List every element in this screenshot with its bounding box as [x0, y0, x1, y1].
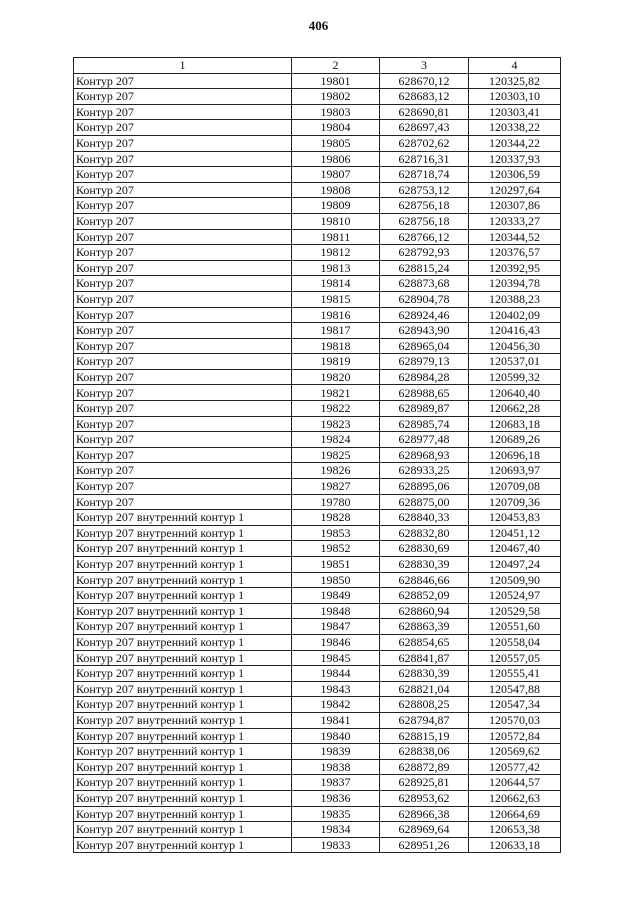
x-coordinate-cell: 628794,87: [380, 712, 469, 728]
contour-name-cell: Контур 207: [74, 245, 292, 261]
table-row: [74, 510, 561, 526]
x-coordinate-cell: 628985,74: [380, 416, 469, 432]
y-coordinate-cell: 120537,01: [469, 354, 561, 370]
point-number-cell: 19849: [292, 588, 380, 604]
contour-name-cell: Контур 207: [74, 463, 292, 479]
point-number-cell: 19817: [292, 323, 380, 339]
y-coordinate-cell: 120709,36: [469, 494, 561, 510]
x-coordinate-cell: 628838,06: [380, 744, 469, 760]
table-row: [74, 619, 561, 635]
contour-name-cell: Контур 207: [74, 432, 292, 448]
point-number-cell: 19827: [292, 479, 380, 495]
contour-name-cell: Контур 207: [74, 151, 292, 167]
table-row: [74, 744, 561, 760]
contour-name-cell: Контур 207: [74, 89, 292, 105]
point-number-cell: 19837: [292, 775, 380, 791]
contour-name-cell: Контур 207: [74, 494, 292, 510]
table-row: [74, 89, 561, 105]
table-row: [74, 463, 561, 479]
x-coordinate-cell: 628979,13: [380, 354, 469, 370]
table-row: [74, 572, 561, 588]
y-coordinate-cell: 120683,18: [469, 416, 561, 432]
point-number-cell: 19806: [292, 151, 380, 167]
contour-name-cell: Контур 207: [74, 447, 292, 463]
point-number-cell: 19843: [292, 681, 380, 697]
x-coordinate-cell: 628873,68: [380, 276, 469, 292]
y-coordinate-cell: 120709,08: [469, 479, 561, 495]
table-row: [74, 447, 561, 463]
table-row: [74, 182, 561, 198]
contour-name-cell: Контур 207 внутренний контур 1: [74, 666, 292, 682]
contour-name-cell: Контур 207 внутренний контур 1: [74, 634, 292, 650]
point-number-cell: 19852: [292, 541, 380, 557]
x-coordinate-cell: 628792,93: [380, 245, 469, 261]
y-coordinate-cell: 120306,59: [469, 167, 561, 183]
y-coordinate-cell: 120524,97: [469, 588, 561, 604]
contour-name-cell: Контур 207: [74, 369, 292, 385]
x-coordinate-cell: 628702,62: [380, 135, 469, 151]
contour-name-cell: Контур 207 внутренний контур 1: [74, 712, 292, 728]
x-coordinate-cell: 628716,31: [380, 151, 469, 167]
y-coordinate-cell: 120557,05: [469, 650, 561, 666]
point-number-cell: 19839: [292, 744, 380, 760]
y-coordinate-cell: 120696,18: [469, 447, 561, 463]
point-number-cell: 19851: [292, 557, 380, 573]
point-number-cell: 19815: [292, 291, 380, 307]
x-coordinate-cell: 628984,28: [380, 369, 469, 385]
y-coordinate-cell: 120394,78: [469, 276, 561, 292]
table-body: [74, 73, 561, 853]
x-coordinate-cell: 628953,62: [380, 790, 469, 806]
y-coordinate-cell: 120558,04: [469, 634, 561, 650]
y-coordinate-cell: 120689,26: [469, 432, 561, 448]
y-coordinate-cell: 120333,27: [469, 213, 561, 229]
contour-name-cell: Контур 207: [74, 479, 292, 495]
contour-name-cell: Контур 207 внутренний контур 1: [74, 557, 292, 573]
x-coordinate-cell: 628756,18: [380, 198, 469, 214]
x-coordinate-cell: 628860,94: [380, 603, 469, 619]
y-coordinate-cell: 120570,03: [469, 712, 561, 728]
contour-name-cell: Контур 207: [74, 385, 292, 401]
x-coordinate-cell: 628670,12: [380, 73, 469, 89]
table-row: [74, 229, 561, 245]
page-number: 406: [308, 18, 329, 33]
table-row: [74, 557, 561, 573]
table-row: [74, 338, 561, 354]
contour-name-cell: Контур 207: [74, 73, 292, 89]
x-coordinate-cell: 628872,89: [380, 759, 469, 775]
table-row: [74, 73, 561, 89]
y-coordinate-cell: 120653,38: [469, 822, 561, 838]
point-number-cell: 19822: [292, 401, 380, 417]
y-coordinate-cell: 120325,82: [469, 73, 561, 89]
y-coordinate-cell: 120402,09: [469, 307, 561, 323]
table-row: [74, 759, 561, 775]
table-row: [74, 479, 561, 495]
table-row: [74, 837, 561, 853]
y-coordinate-cell: 120453,83: [469, 510, 561, 526]
x-coordinate-cell: 628830,69: [380, 541, 469, 557]
x-coordinate-cell: 628989,87: [380, 401, 469, 417]
point-number-cell: 19844: [292, 666, 380, 682]
point-number-cell: 19834: [292, 822, 380, 838]
table-row: [74, 432, 561, 448]
point-number-cell: 19808: [292, 182, 380, 198]
y-coordinate-cell: 120297,64: [469, 182, 561, 198]
x-coordinate-cell: 628697,43: [380, 120, 469, 136]
point-number-cell: 19838: [292, 759, 380, 775]
contour-name-cell: Контур 207 внутренний контур 1: [74, 572, 292, 588]
point-number-cell: 19809: [292, 198, 380, 214]
contour-name-cell: Контур 207 внутренний контур 1: [74, 650, 292, 666]
contour-name-cell: Контур 207 внутренний контур 1: [74, 775, 292, 791]
point-number-cell: 19807: [292, 167, 380, 183]
y-coordinate-cell: 120569,62: [469, 744, 561, 760]
point-number-cell: 19840: [292, 728, 380, 744]
contour-name-cell: Контур 207 внутренний контур 1: [74, 759, 292, 775]
point-number-cell: 19818: [292, 338, 380, 354]
x-coordinate-cell: 628832,80: [380, 525, 469, 541]
table-row: [74, 385, 561, 401]
x-coordinate-cell: 628840,33: [380, 510, 469, 526]
point-number-cell: 19835: [292, 806, 380, 822]
y-coordinate-cell: 120451,12: [469, 525, 561, 541]
contour-name-cell: Контур 207: [74, 338, 292, 354]
table-row: [74, 650, 561, 666]
point-number-cell: 19803: [292, 104, 380, 120]
y-coordinate-cell: 120662,28: [469, 401, 561, 417]
y-coordinate-cell: 120388,23: [469, 291, 561, 307]
contour-name-cell: Контур 207 внутренний контур 1: [74, 510, 292, 526]
table-row: [74, 416, 561, 432]
point-number-cell: 19848: [292, 603, 380, 619]
contour-name-cell: Контур 207: [74, 167, 292, 183]
point-number-cell: 19842: [292, 697, 380, 713]
y-coordinate-cell: 120693,97: [469, 463, 561, 479]
contour-name-cell: Контур 207 внутренний контур 1: [74, 728, 292, 744]
point-number-cell: 19820: [292, 369, 380, 385]
contour-name-cell: Контур 207 внутренний контур 1: [74, 588, 292, 604]
y-coordinate-cell: 120344,52: [469, 229, 561, 245]
x-coordinate-cell: 628966,38: [380, 806, 469, 822]
y-coordinate-cell: 120551,60: [469, 619, 561, 635]
point-number-cell: 19846: [292, 634, 380, 650]
table-row: [74, 354, 561, 370]
point-number-cell: 19805: [292, 135, 380, 151]
contour-name-cell: Контур 207: [74, 198, 292, 214]
contour-name-cell: Контур 207: [74, 354, 292, 370]
x-coordinate-cell: 628968,93: [380, 447, 469, 463]
y-coordinate-cell: 120555,41: [469, 666, 561, 682]
y-coordinate-cell: 120307,86: [469, 198, 561, 214]
x-coordinate-cell: 628875,00: [380, 494, 469, 510]
table-row: [74, 775, 561, 791]
table-row: [74, 681, 561, 697]
y-coordinate-cell: 120456,30: [469, 338, 561, 354]
table-row: [74, 588, 561, 604]
table-row: [74, 603, 561, 619]
x-coordinate-cell: 628965,04: [380, 338, 469, 354]
x-coordinate-cell: 628988,65: [380, 385, 469, 401]
table-row: [74, 806, 561, 822]
y-coordinate-cell: 120303,41: [469, 104, 561, 120]
contour-name-cell: Контур 207 внутренний контур 1: [74, 806, 292, 822]
contour-name-cell: Контур 207 внутренний контур 1: [74, 525, 292, 541]
point-number-cell: 19810: [292, 213, 380, 229]
point-number-cell: 19841: [292, 712, 380, 728]
x-coordinate-cell: 628815,24: [380, 260, 469, 276]
y-coordinate-cell: 120416,43: [469, 323, 561, 339]
table-row: [74, 697, 561, 713]
table-row: [74, 213, 561, 229]
contour-name-cell: Контур 207 внутренний контур 1: [74, 837, 292, 853]
x-coordinate-cell: 628904,78: [380, 291, 469, 307]
contour-name-cell: Контур 207: [74, 401, 292, 417]
contour-name-cell: Контур 207 внутренний контур 1: [74, 822, 292, 838]
x-coordinate-cell: 628943,90: [380, 323, 469, 339]
y-coordinate-cell: 120640,40: [469, 385, 561, 401]
point-number-cell: 19847: [292, 619, 380, 635]
table-row: [74, 401, 561, 417]
contour-name-cell: Контур 207: [74, 213, 292, 229]
y-coordinate-cell: 120599,32: [469, 369, 561, 385]
table-row: [74, 135, 561, 151]
table-row: [74, 276, 561, 292]
y-coordinate-cell: 120664,69: [469, 806, 561, 822]
y-coordinate-cell: 120509,90: [469, 572, 561, 588]
table-row: [74, 323, 561, 339]
x-coordinate-cell: 628756,18: [380, 213, 469, 229]
contour-name-cell: Контур 207: [74, 182, 292, 198]
point-number-cell: 19853: [292, 525, 380, 541]
y-coordinate-cell: 120547,88: [469, 681, 561, 697]
table-row: [74, 666, 561, 682]
table-row: [74, 541, 561, 557]
x-coordinate-cell: 628830,39: [380, 666, 469, 682]
y-coordinate-cell: 120529,58: [469, 603, 561, 619]
point-number-cell: 19821: [292, 385, 380, 401]
x-coordinate-cell: 628841,87: [380, 650, 469, 666]
x-coordinate-cell: 628846,66: [380, 572, 469, 588]
table-row: [74, 151, 561, 167]
y-coordinate-cell: 120376,57: [469, 245, 561, 261]
point-number-cell: 19833: [292, 837, 380, 853]
point-number-cell: 19845: [292, 650, 380, 666]
point-number-cell: 19780: [292, 494, 380, 510]
column-header: 2: [292, 58, 380, 74]
y-coordinate-cell: 120577,42: [469, 759, 561, 775]
point-number-cell: 19825: [292, 447, 380, 463]
table-row: [74, 369, 561, 385]
x-coordinate-cell: 628852,09: [380, 588, 469, 604]
column-header: 3: [380, 58, 469, 74]
point-number-cell: 19816: [292, 307, 380, 323]
column-header: 1: [74, 58, 292, 74]
point-number-cell: 19828: [292, 510, 380, 526]
y-coordinate-cell: 120572,84: [469, 728, 561, 744]
table-row: [74, 104, 561, 120]
point-number-cell: 19850: [292, 572, 380, 588]
x-coordinate-cell: 628753,12: [380, 182, 469, 198]
table-row: [74, 291, 561, 307]
contour-name-cell: Контур 207: [74, 416, 292, 432]
contour-name-cell: Контур 207: [74, 120, 292, 136]
x-coordinate-cell: 628690,81: [380, 104, 469, 120]
x-coordinate-cell: 628925,81: [380, 775, 469, 791]
table-row: [74, 790, 561, 806]
table-row: [74, 120, 561, 136]
point-number-cell: 19823: [292, 416, 380, 432]
contour-name-cell: Контур 207 внутренний контур 1: [74, 744, 292, 760]
point-number-cell: 19824: [292, 432, 380, 448]
x-coordinate-cell: 628808,25: [380, 697, 469, 713]
point-number-cell: 19836: [292, 790, 380, 806]
table-header-row: [74, 58, 561, 74]
table-row: [74, 728, 561, 744]
x-coordinate-cell: 628969,64: [380, 822, 469, 838]
x-coordinate-cell: 628766,12: [380, 229, 469, 245]
contour-name-cell: Контур 207: [74, 291, 292, 307]
point-number-cell: 19814: [292, 276, 380, 292]
point-number-cell: 19826: [292, 463, 380, 479]
x-coordinate-cell: 628977,48: [380, 432, 469, 448]
y-coordinate-cell: 120392,95: [469, 260, 561, 276]
x-coordinate-cell: 628895,06: [380, 479, 469, 495]
x-coordinate-cell: 628854,65: [380, 634, 469, 650]
y-coordinate-cell: 120344,22: [469, 135, 561, 151]
y-coordinate-cell: 120303,10: [469, 89, 561, 105]
contour-name-cell: Контур 207: [74, 307, 292, 323]
contour-name-cell: Контур 207: [74, 104, 292, 120]
table-row: [74, 198, 561, 214]
x-coordinate-cell: 628924,46: [380, 307, 469, 323]
contour-name-cell: Контур 207 внутренний контур 1: [74, 619, 292, 635]
column-header: 4: [469, 58, 561, 74]
table-row: [74, 307, 561, 323]
contour-name-cell: Контур 207 внутренний контур 1: [74, 681, 292, 697]
point-number-cell: 19802: [292, 89, 380, 105]
point-number-cell: 19801: [292, 73, 380, 89]
table-row: [74, 167, 561, 183]
point-number-cell: 19811: [292, 229, 380, 245]
table-row: [74, 494, 561, 510]
coordinates-table: [73, 57, 561, 853]
y-coordinate-cell: 120467,40: [469, 541, 561, 557]
y-coordinate-cell: 120633,18: [469, 837, 561, 853]
table-row: [74, 712, 561, 728]
y-coordinate-cell: 120338,22: [469, 120, 561, 136]
x-coordinate-cell: 628821,04: [380, 681, 469, 697]
point-number-cell: 19813: [292, 260, 380, 276]
y-coordinate-cell: 120644,57: [469, 775, 561, 791]
x-coordinate-cell: 628830,39: [380, 557, 469, 573]
contour-name-cell: Контур 207: [74, 260, 292, 276]
y-coordinate-cell: 120337,93: [469, 151, 561, 167]
point-number-cell: 19804: [292, 120, 380, 136]
y-coordinate-cell: 120662,63: [469, 790, 561, 806]
contour-name-cell: Контур 207: [74, 135, 292, 151]
x-coordinate-cell: 628933,25: [380, 463, 469, 479]
x-coordinate-cell: 628718,74: [380, 167, 469, 183]
point-number-cell: 19819: [292, 354, 380, 370]
table-row: [74, 260, 561, 276]
contour-name-cell: Контур 207 внутренний контур 1: [74, 541, 292, 557]
contour-name-cell: Контур 207: [74, 229, 292, 245]
table-row: [74, 525, 561, 541]
contour-name-cell: Контур 207: [74, 276, 292, 292]
x-coordinate-cell: 628815,19: [380, 728, 469, 744]
contour-name-cell: Контур 207 внутренний контур 1: [74, 697, 292, 713]
contour-name-cell: Контур 207: [74, 323, 292, 339]
table-row: [74, 822, 561, 838]
x-coordinate-cell: 628951,26: [380, 837, 469, 853]
contour-name-cell: Контур 207 внутренний контур 1: [74, 603, 292, 619]
table-row: [74, 245, 561, 261]
y-coordinate-cell: 120497,24: [469, 557, 561, 573]
x-coordinate-cell: 628863,39: [380, 619, 469, 635]
point-number-cell: 19812: [292, 245, 380, 261]
contour-name-cell: Контур 207 внутренний контур 1: [74, 790, 292, 806]
x-coordinate-cell: 628683,12: [380, 89, 469, 105]
table-row: [74, 634, 561, 650]
y-coordinate-cell: 120547,34: [469, 697, 561, 713]
